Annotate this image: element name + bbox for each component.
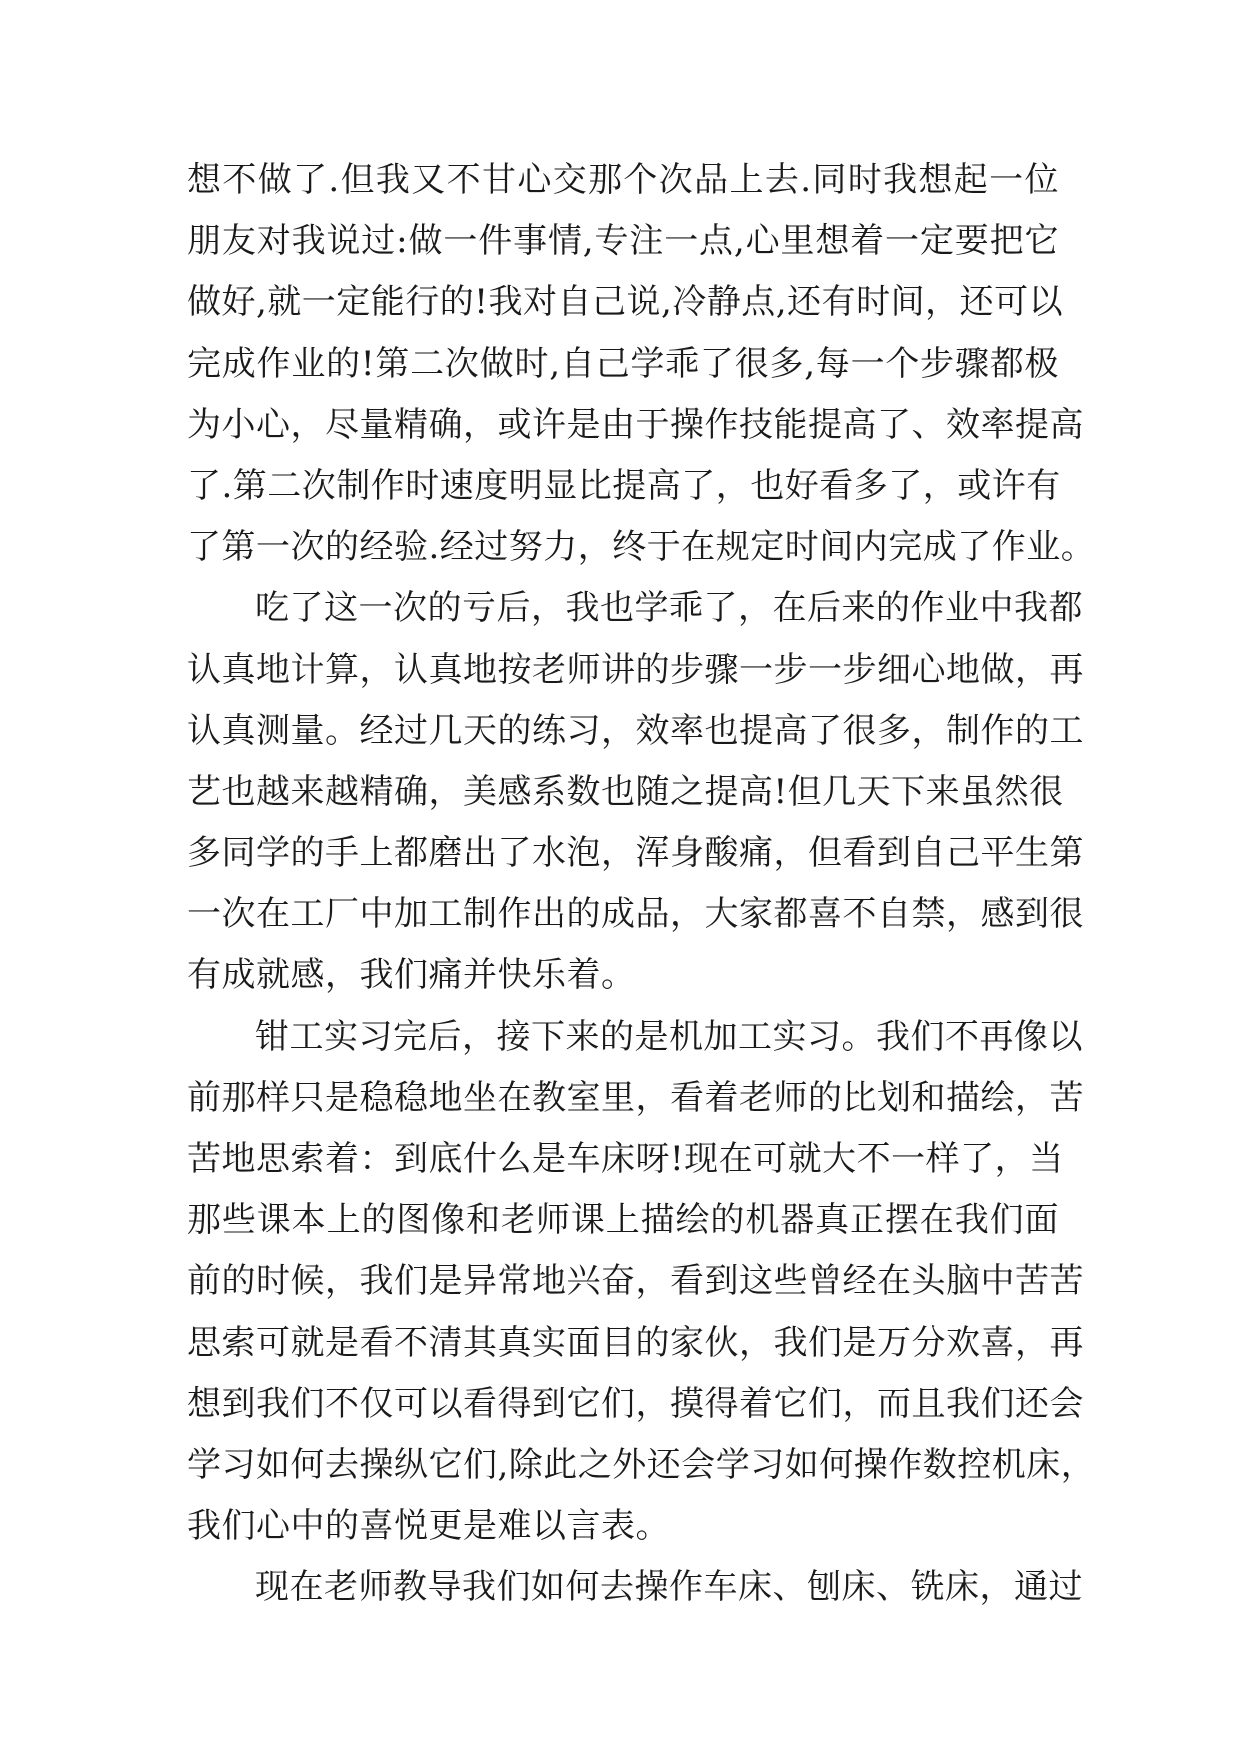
text-line: 朋友对我说过:做一件事情,专注一点,心里想着一定要把它 bbox=[187, 221, 1059, 262]
text-line: 有成就感，我们痛并快乐着。 bbox=[187, 955, 636, 996]
text-line: 认真测量。经过几天的练习，效率也提高了很多，制作的工 bbox=[187, 710, 1084, 751]
paragraph bbox=[187, 1007, 1096, 1558]
paragraph bbox=[187, 1557, 1083, 1618]
text-line: 我们心中的喜悦更是难以言表。 bbox=[187, 1506, 670, 1547]
text-line: 多同学的手上都磨出了水泡，浑身酸痛，但看到自己平生第 bbox=[187, 833, 1084, 874]
text-line: 想到我们不仅可以看得到它们，摸得着它们，而且我们还会 bbox=[187, 1383, 1084, 1424]
text-line: 完成作业的!第二次做时,自己学乖了很多,每一个步骤都极 bbox=[187, 343, 1059, 384]
text-line: 为小心，尽量精确，或许是由于操作技能提高了、效率提高 bbox=[187, 404, 1084, 445]
paragraph bbox=[187, 150, 1096, 578]
text-line: 前那样只是稳稳地坐在教室里，看着老师的比划和描绘，苦 bbox=[187, 1077, 1084, 1118]
text-line: 现在老师教导我们如何去操作车床、刨床、铣床，通过 bbox=[255, 1567, 1083, 1608]
text-line: 了.第二次制作时速度明显比提高了，也好看多了，或许有 bbox=[187, 465, 1061, 506]
body-text bbox=[187, 150, 1096, 1619]
text-line: 苦地思索着：到底什么是车床呀!现在可就大不一样了，当 bbox=[187, 1139, 1064, 1179]
text-line: 想不做了.但我又不甘心交那个次品上去.同时我想起一位 bbox=[187, 160, 1059, 200]
text-line: 认真地计算，认真地按老师讲的步骤一步一步细心地做，再 bbox=[187, 649, 1084, 690]
text-line: 吃了这一次的亏后，我也学乖了，在后来的作业中我都 bbox=[255, 588, 1083, 629]
text-line: 一次在工厂中加工制作出的成品，大家都喜不自禁，感到很 bbox=[187, 894, 1084, 935]
text-line: 那些课本上的图像和老师课上描绘的机器真正摆在我们面 bbox=[187, 1200, 1059, 1241]
text-line: 了第一次的经验.经过努力，终于在规定时间内完成了作业。 bbox=[187, 527, 1096, 568]
paragraph bbox=[187, 578, 1084, 1006]
text-line: 思索可就是看不清其真实面目的家伙，我们是万分欢喜，再 bbox=[187, 1322, 1084, 1363]
text-line: 学习如何去操纵它们,除此之外还会学习如何操作数控机床， bbox=[187, 1444, 1096, 1485]
text-line: 前的时候，我们是异常地兴奋，看到这些曾经在头脑中苦苦 bbox=[187, 1261, 1084, 1302]
text-line: 做好,就一定能行的!我对自己说,冷静点,还有时间，还可以 bbox=[187, 282, 1064, 323]
text-line: 钳工实习完后，接下来的是机加工实习。我们不再像以 bbox=[255, 1016, 1083, 1057]
text-line: 艺也越来越精确，美感系数也随之提高!但几天下来虽然很 bbox=[187, 771, 1064, 812]
